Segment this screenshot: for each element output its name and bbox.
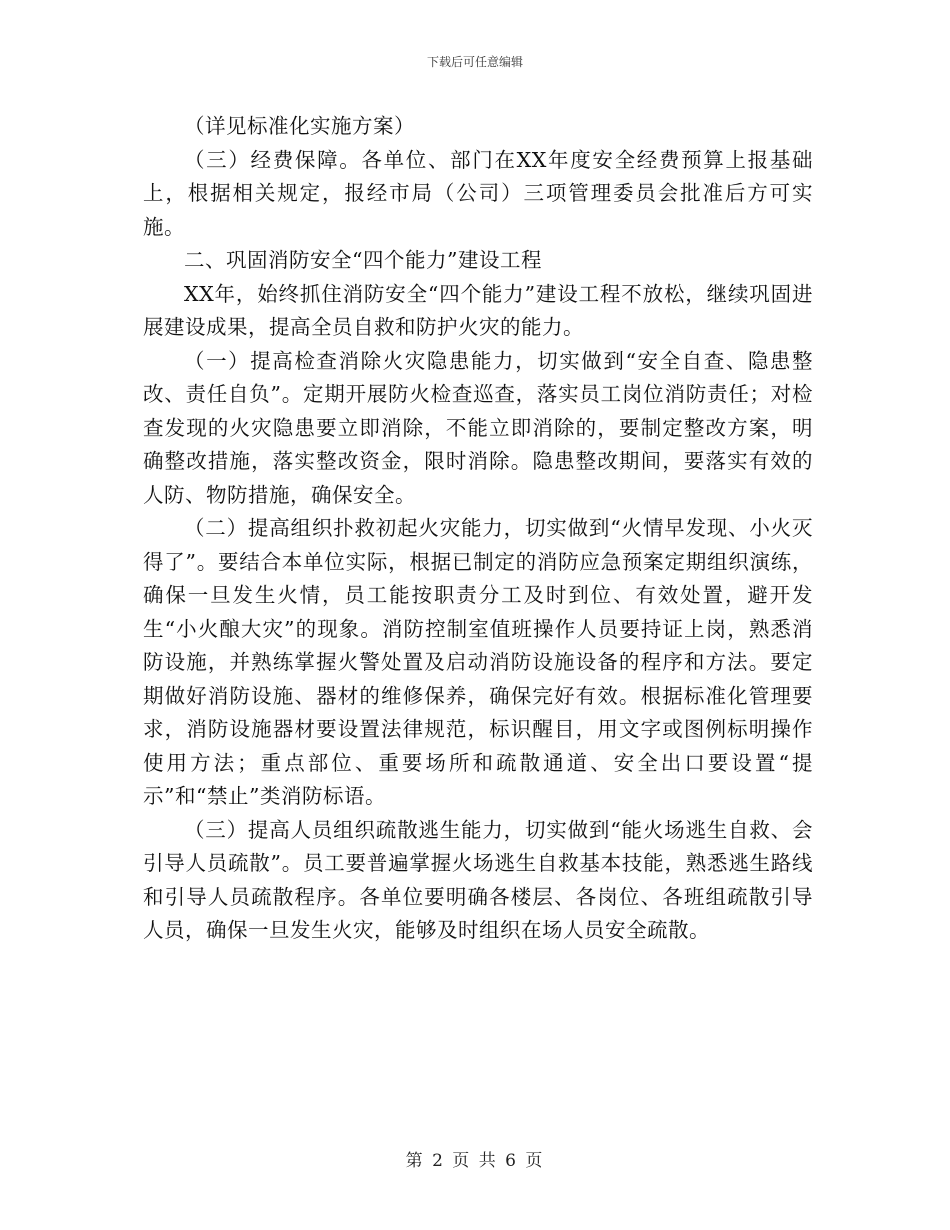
paragraph-6: （三）提高人员组织疏散逃生能力，切实做到“能火场逃生自救、会引导人员疏散”。员工要普遍掌握火场逃生自救基本技能，熟悉逃生路线和引导人员疏散程序。各单位要明确各楼层、各岗位、各班组疏散引导人员，确保一旦发生火灾，能够及时组织在场人员安全疏散。 [143, 817, 813, 942]
document-body [143, 110, 813, 948]
paragraph-4: （一）提高检查消除火灾隐患能力，切实做到“安全自查、隐患整改、责任自负”。定期开展防火检查巡查，落实员工岗位消防责任；对检查发现的火灾隐患要立即消除，不能立即消除的，要制定整改方案，明确整改措施，落实整改资金，限时消除。隐患整改期间，要落实有效的人防、物防措施，确保安全。 [143, 348, 813, 507]
section-heading: 二、巩固消防安全“四个能力”建设工程 [184, 248, 542, 272]
paragraph-5: （二）提高组织扑救初起火灾能力，切实做到“火情早发现、小火灭得了”。要结合本单位实际，根据已制定的消防应急预案定期组织演练，确保一旦发生火情，员工能按职责分工及时到位、有效处置，避开发生“小火酿大灾”的现象。消防控制室值班操作人员要持证上岗，熟悉消防设施，并熟练掌握火警处置及启动消防设施设备的程序和方法。要定期做好消防设施、器材的维修保养，确保完好有效。根据标准化管理要求，消防设施器材要设置法律规范，标识醒目，用文字或图例标明操作使用方法；重点部位、重要场所和疏散通道、安全出口要设置“提示”和“禁止”类消防标语。 [143, 516, 813, 808]
paragraph-1: （详见标准化实施方案） [184, 114, 415, 138]
paragraph-3: XX年，始终抓住消防安全“四个能力”建设工程不放松，继续巩固进展建设成果，提高全员自救和防护火灾的能力。 [143, 281, 813, 339]
page-header: 下载后可任意编辑 [426, 55, 523, 69]
page-footer: 第 2 页 共 6 页 [405, 1151, 545, 1171]
paragraph-2: （三）经费保障。各单位、部门在XX年度安全经费预算上报基础上，根据相关规定，报经市局（公司）三项管理委员会批准后方可实施。 [143, 147, 813, 239]
